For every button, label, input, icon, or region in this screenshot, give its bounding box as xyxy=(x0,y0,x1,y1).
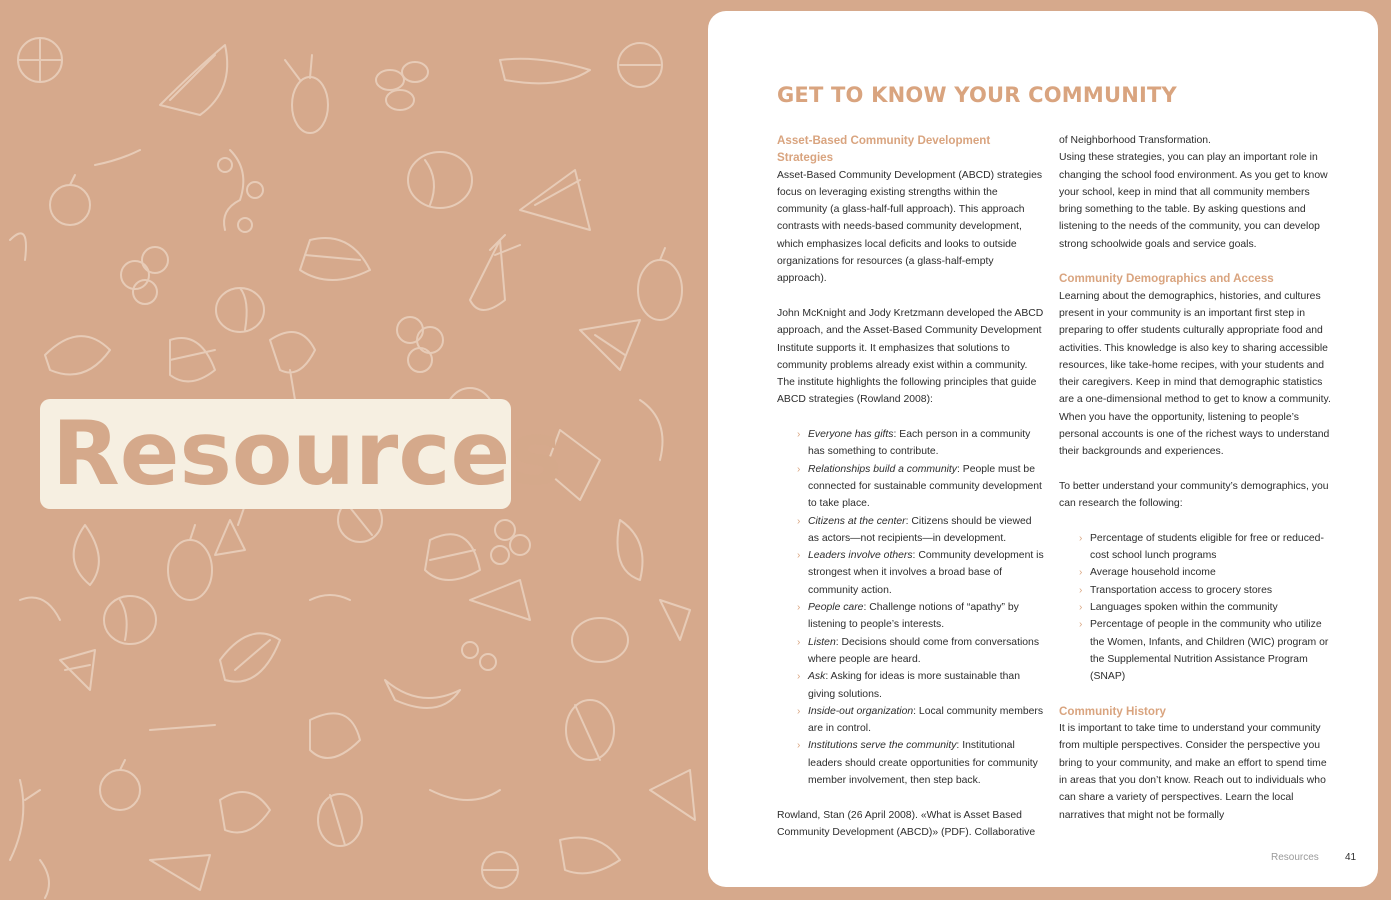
chevron-right-icon: › xyxy=(797,429,801,441)
research-item-text: Languages spoken within the community xyxy=(1090,602,1278,614)
section-title: Resources xyxy=(52,402,563,505)
chevron-right-icon: › xyxy=(1079,532,1083,544)
page-heading: GET TO KNOW YOUR COMMUNITY xyxy=(777,83,1177,107)
principle-term: People care xyxy=(808,602,864,614)
chevron-right-icon: › xyxy=(797,636,801,648)
chevron-right-icon: › xyxy=(797,705,801,717)
chevron-right-icon: › xyxy=(797,550,801,562)
list-item xyxy=(797,668,1045,703)
principle-desc: : Community development is strongest when it involves a broad base of community action. xyxy=(808,550,1044,596)
list-item xyxy=(797,547,1045,599)
chevron-right-icon: › xyxy=(797,671,801,683)
list-item xyxy=(797,737,1045,789)
research-item-text: Transportation access to grocery stores xyxy=(1090,584,1273,596)
principle-desc: : Decisions should come from conversations where people are heard. xyxy=(808,636,1040,665)
principle-term: Ask xyxy=(808,671,826,683)
strategies-paragraph: Using these strategies, you can play an important role in changing the school food environment. As you get to know your school, keep in mind that all community members bring something to the table. By asking questions and listening to the needs of the community, you can develop strong schoolwide goals and service goals. xyxy=(1059,152,1328,250)
history-paragraph: It is important to take time to understand your community from multiple perspectives. Consider the perspective you bring to your community, and make an effort to spend time in areas that you don’t know. Reach out to individuals who can share a variety of perspectives. Learn the local narratives that might not be formally xyxy=(1059,723,1327,821)
principle-term: Institutions serve the community xyxy=(808,740,957,752)
chevron-right-icon: › xyxy=(1079,584,1083,596)
research-list xyxy=(1059,530,1331,686)
list-item xyxy=(1079,616,1331,685)
abcd-paragraph: Asset-Based Community Development (ABCD) strategies focus on leveraging existing strengths within the community (a glass-half-full approach). This approach contrasts with needs-based community development, which emphasizes local deficits and looks to outside organizations for resources (a glass-half-empty approach). xyxy=(777,169,1043,285)
research-item-text: Percentage of students eligible for free or reduced-cost school lunch programs xyxy=(1090,532,1324,562)
principle-term: Leaders involve others xyxy=(808,550,913,562)
chevron-right-icon: › xyxy=(1079,567,1083,579)
list-item xyxy=(797,634,1045,669)
chevron-right-icon: › xyxy=(797,515,801,527)
history-heading: Community History xyxy=(1059,704,1166,718)
principle-term: Listen xyxy=(808,636,836,648)
list-item xyxy=(1079,564,1331,581)
list-item xyxy=(1079,599,1331,616)
mcknight-paragraph: John McKnight and Jody Kretzmann developed the ABCD approach, and the Asset-Based Community Development Institute supports it. It emphasizes that solutions to community problems already exist within a community. The institute highlights the following principles that guide ABCD strategies (Rowland 2008): xyxy=(777,307,1044,406)
principle-desc: : Each person in a community has something to contribute. xyxy=(808,429,1031,458)
left-column xyxy=(777,132,1045,841)
principle-term: Relationships build a community xyxy=(808,463,958,475)
research-item-text: Average household income xyxy=(1090,567,1216,579)
principle-term: Inside-out organization xyxy=(808,705,914,717)
principles-list xyxy=(777,426,1045,789)
citation-continued: of Neighborhood Transformation. xyxy=(1059,135,1211,146)
chevron-right-icon: › xyxy=(797,602,801,614)
chevron-right-icon: › xyxy=(797,463,801,475)
list-item xyxy=(1079,530,1331,565)
principle-term: Citizens at the center xyxy=(808,515,906,527)
list-item xyxy=(797,426,1045,461)
research-intro: To better understand your community’s demographics, you can research the following: xyxy=(1059,480,1329,510)
chevron-right-icon: › xyxy=(797,740,801,752)
right-page xyxy=(708,11,1378,887)
list-item xyxy=(1079,582,1331,599)
research-item-text: Percentage of people in the community who utilize the Women, Infants, and Children (WIC) program or the Supplemental Nutrition Assistance Program (SNAP) xyxy=(1090,619,1329,683)
principle-desc: : People must be connected for sustainable community development to take place. xyxy=(808,463,1042,510)
principle-desc: : Institutional leaders should create opportunities for community member involvement, then step back. xyxy=(808,740,1038,786)
chevron-right-icon: › xyxy=(1079,619,1083,631)
list-item xyxy=(797,461,1045,513)
right-column xyxy=(1059,132,1331,824)
demographics-paragraph: Learning about the demographics, histories, and cultures present in your community is an important first step in preparing to offer students culturally appropriate food and activities. This knowledge is also key to sharing accessible resources, like take-home recipes, with your students and their caregivers. Keep in mind that demographic statistics are a one-dimensional method to get to know a community. When you have the opportunity, listening to people’s personal accounts is one of the richest ways to understand their backgrounds and experiences. xyxy=(1059,290,1331,458)
principle-desc: : Asking for ideas is more sustainable than giving solutions. xyxy=(808,671,1020,700)
list-item xyxy=(797,599,1045,634)
principle-desc: : Local community members are in control. xyxy=(808,705,1044,735)
citation: Rowland, Stan (26 April 2008). «What is Asset Based Community Development (ABCD)» (PDF). Collaborative xyxy=(777,809,1036,838)
principle-term: Everyone has gifts xyxy=(808,429,894,441)
principle-desc: : Challenge notions of “apathy” by listening to people’s interests. xyxy=(808,602,1019,631)
list-item xyxy=(797,703,1045,738)
page-number: 41 xyxy=(1345,852,1357,863)
footer-section-label: Resources xyxy=(1271,852,1319,863)
chevron-right-icon: › xyxy=(1079,602,1083,614)
demographics-heading: Community Demographics and Access xyxy=(1059,272,1274,286)
abcd-heading: Asset-Based Community Development Strategies xyxy=(777,134,991,165)
list-item xyxy=(797,513,1045,548)
principle-desc: : Citizens should be viewed as actors—not recipients—in development. xyxy=(808,515,1032,544)
